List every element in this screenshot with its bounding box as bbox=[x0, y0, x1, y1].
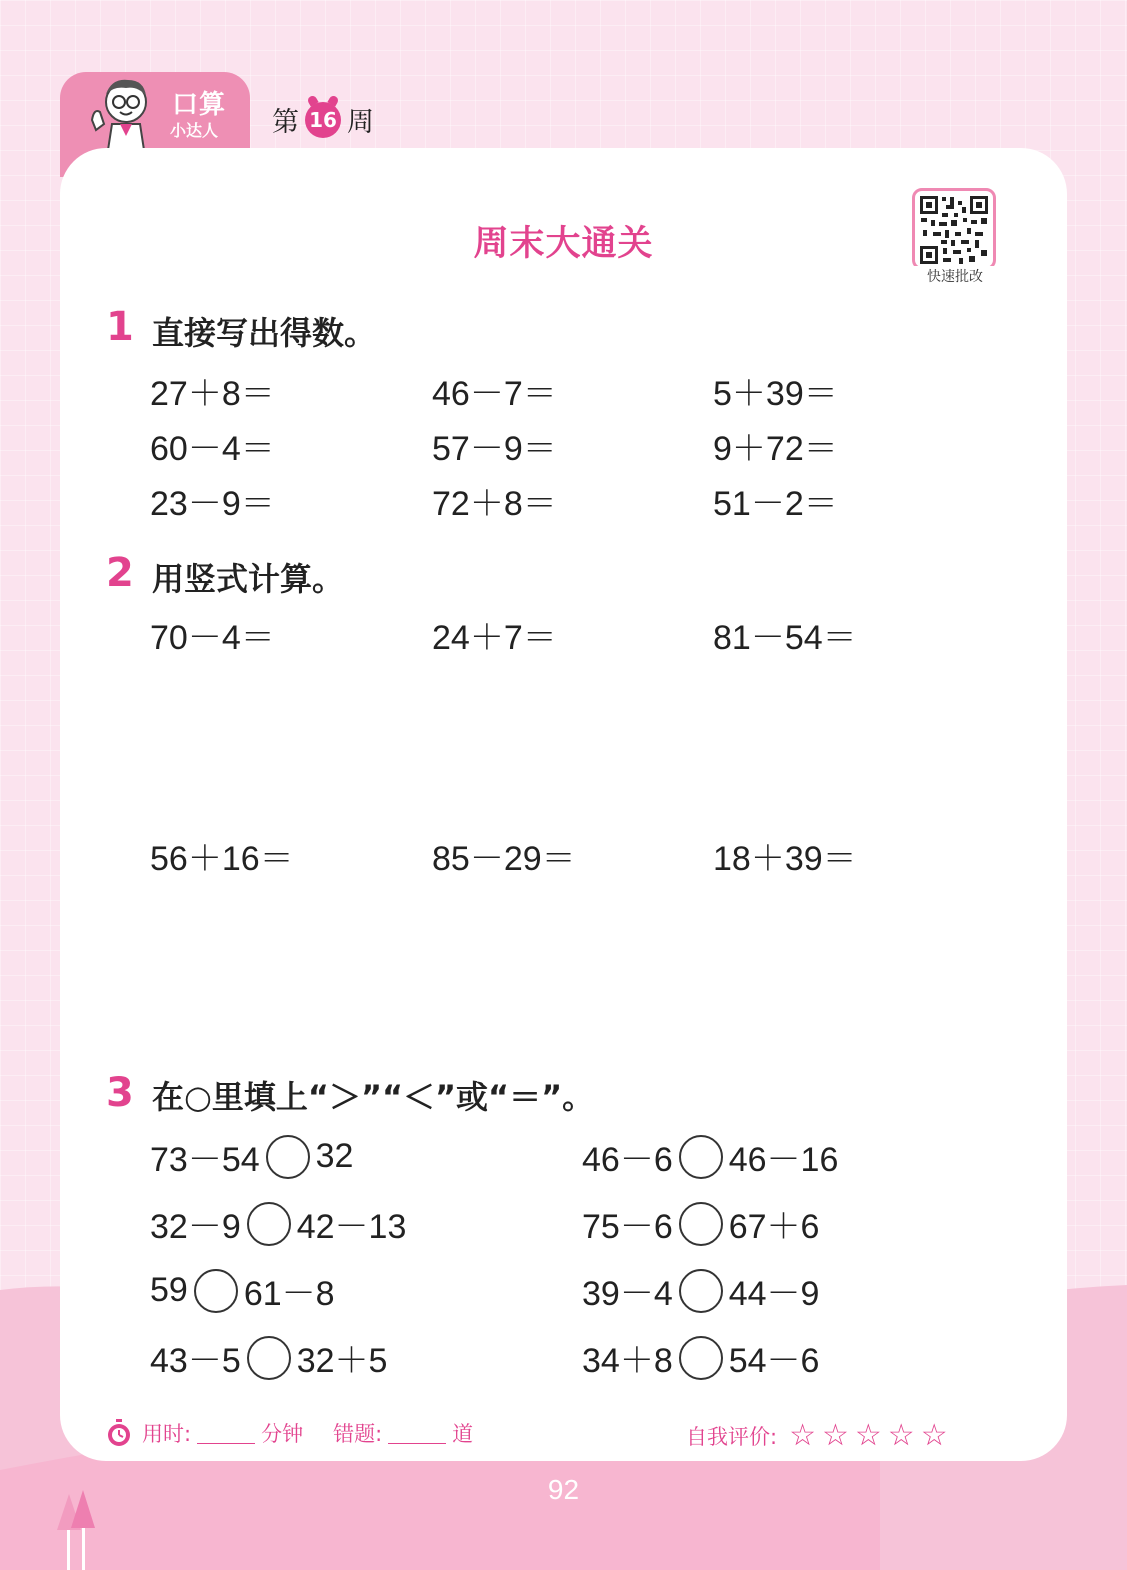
oral-problem: 46－7＝ bbox=[432, 375, 557, 413]
compare-answer-circle[interactable] bbox=[679, 1202, 723, 1246]
compare-problem bbox=[582, 1199, 819, 1248]
vertical-problem: 18＋39＝ bbox=[713, 840, 857, 878]
compare-problem bbox=[150, 1132, 353, 1181]
compare-left: 73－54 bbox=[150, 1141, 260, 1179]
compare-answer-circle[interactable] bbox=[679, 1269, 723, 1313]
oral-problem: 60－4＝ bbox=[150, 430, 275, 468]
oral-problem: 27＋8＝ bbox=[150, 375, 275, 413]
section-1-instruction: 直接写出得数。 bbox=[152, 314, 377, 352]
vertical-problem: 81－54＝ bbox=[713, 619, 857, 657]
compare-right: 32 bbox=[315, 1137, 354, 1175]
rating-stars bbox=[789, 1418, 948, 1453]
compare-left: 34＋8 bbox=[582, 1342, 673, 1380]
vertical-problem: 70－4＝ bbox=[150, 619, 275, 657]
page-number: 92 bbox=[547, 1474, 580, 1505]
vertical-problem: 56＋16＝ bbox=[150, 840, 294, 878]
tree-decoration-icon bbox=[55, 1490, 100, 1570]
compare-left: 43－5 bbox=[150, 1342, 241, 1380]
compare-problem bbox=[150, 1333, 387, 1382]
oral-problem: 23－9＝ bbox=[150, 485, 275, 523]
compare-left: 32－9 bbox=[150, 1208, 241, 1246]
vertical-problem: 85－29＝ bbox=[432, 840, 576, 878]
star-icon[interactable]: ☆ bbox=[920, 1418, 948, 1453]
week-suffix: 周 bbox=[347, 107, 374, 138]
section-3-instruction: 在○里填上“＞”“＜”或“＝”。 bbox=[152, 1078, 595, 1116]
compare-answer-circle[interactable] bbox=[679, 1135, 723, 1179]
compare-right: 54－6 bbox=[728, 1342, 820, 1380]
self-eval-label: 自我评价: bbox=[686, 1424, 778, 1449]
qr-label: 快速批改 bbox=[912, 266, 998, 286]
compare-right: 61－8 bbox=[243, 1275, 335, 1313]
star-icon[interactable]: ☆ bbox=[854, 1418, 882, 1453]
oral-problem: 9＋72＝ bbox=[713, 430, 838, 468]
compare-answer-circle[interactable] bbox=[266, 1135, 310, 1179]
compare-answer-circle[interactable] bbox=[679, 1336, 723, 1380]
section-1-number: 1 bbox=[106, 304, 134, 350]
page-title: 周末大通关 bbox=[473, 224, 654, 264]
compare-problem bbox=[582, 1333, 819, 1382]
compare-right: 32＋5 bbox=[296, 1342, 388, 1380]
stopwatch-icon bbox=[106, 1418, 132, 1448]
oral-problem: 5＋39＝ bbox=[713, 375, 838, 413]
oral-problem: 72＋8＝ bbox=[432, 485, 557, 523]
week-number-badge: 16 bbox=[305, 102, 341, 138]
time-label: 用时: bbox=[142, 1422, 192, 1446]
compare-problem bbox=[150, 1199, 406, 1248]
self-evaluation bbox=[686, 1418, 948, 1453]
brand-subtitle: 小达人 bbox=[170, 121, 219, 140]
oral-problem: 57－9＝ bbox=[432, 430, 557, 468]
compare-answer-circle[interactable] bbox=[194, 1269, 238, 1313]
errors-blank[interactable] bbox=[388, 1423, 446, 1444]
section-2-number: 2 bbox=[106, 550, 134, 596]
compare-answer-circle[interactable] bbox=[247, 1202, 291, 1246]
compare-right: 67＋6 bbox=[728, 1208, 820, 1246]
time-blank[interactable] bbox=[197, 1423, 255, 1444]
compare-left: 39－4 bbox=[582, 1275, 673, 1313]
compare-left: 59 bbox=[150, 1271, 188, 1309]
time-unit: 分钟 bbox=[261, 1422, 304, 1446]
compare-left: 46－6 bbox=[582, 1141, 673, 1179]
mascot-icon bbox=[82, 72, 160, 150]
compare-problem bbox=[150, 1266, 335, 1315]
week-indicator bbox=[272, 100, 374, 139]
errors-label: 错题: bbox=[333, 1422, 383, 1446]
compare-right: 42－13 bbox=[296, 1208, 407, 1246]
compare-right: 46－16 bbox=[728, 1141, 839, 1179]
vertical-problem: 24＋7＝ bbox=[432, 619, 557, 657]
compare-answer-circle[interactable] bbox=[247, 1336, 291, 1380]
compare-left: 75－6 bbox=[582, 1208, 673, 1246]
star-icon[interactable]: ☆ bbox=[789, 1418, 816, 1453]
star-icon[interactable]: ☆ bbox=[887, 1418, 915, 1453]
brand-title: 口算 bbox=[172, 90, 227, 120]
week-prefix: 第 bbox=[272, 107, 299, 138]
qr-code-icon[interactable] bbox=[919, 195, 989, 265]
section-2-instruction: 用竖式计算。 bbox=[152, 560, 345, 598]
compare-problem bbox=[582, 1132, 838, 1181]
footer-stats bbox=[106, 1418, 473, 1448]
section-3-number: 3 bbox=[106, 1070, 134, 1116]
star-icon[interactable]: ☆ bbox=[821, 1418, 849, 1453]
errors-unit: 道 bbox=[452, 1422, 474, 1446]
oral-problem: 51－2＝ bbox=[713, 485, 838, 523]
compare-right: 44－9 bbox=[728, 1275, 820, 1313]
compare-problem bbox=[582, 1266, 819, 1315]
